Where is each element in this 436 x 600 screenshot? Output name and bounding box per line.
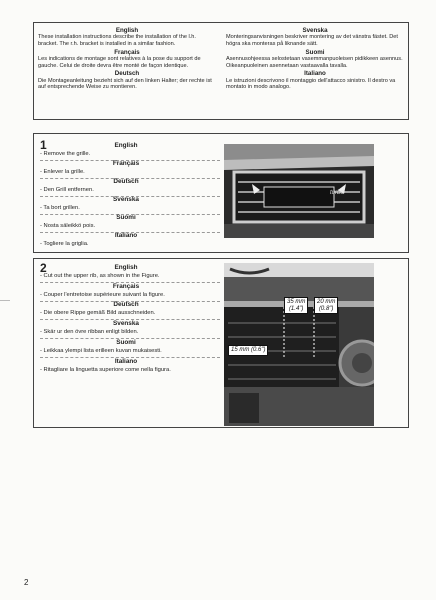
- lang-heading-svenska: Svenska: [113, 196, 139, 203]
- lang-heading-italiano: Italiano: [114, 232, 138, 239]
- callout-mm: 35 mm: [287, 299, 306, 305]
- francais-text: Les indications de montage sont relatives à la pose du support de gauche. Celui de droite devra être monté de façon identique.: [38, 56, 201, 69]
- intro-box: [33, 22, 409, 120]
- instruction-svenska: - Ta bort grillen.: [40, 205, 80, 211]
- callout-inch: (1.4"): [288, 305, 304, 312]
- instruction-svenska: - Skär ur den övre ribban enligt bilden.: [40, 329, 139, 335]
- grille-photo: [224, 144, 374, 238]
- lang-heading-deutsch: Deutsch: [113, 301, 139, 308]
- instruction-suomi: - Leikkaa ylempi lista erilleen kuvan mukaisesti.: [40, 348, 162, 354]
- step-number: 1: [40, 138, 47, 152]
- page-number: 2: [24, 578, 29, 587]
- lang-heading-deutsch: Deutsch: [113, 178, 139, 185]
- dimension-callout-15mm: [228, 345, 268, 356]
- instruction-deutsch: - Den Grill entfernen.: [40, 187, 94, 193]
- rib-photo: [224, 263, 374, 426]
- step-number: 2: [40, 261, 47, 275]
- lang-heading-svenska: Svenska: [113, 320, 139, 327]
- english-text: These installation instructions describe the installation of the l.h. bracket. The r.h. bracket is installed in a similar fashion.: [38, 34, 196, 47]
- callout-inch: (0.8"): [318, 305, 334, 312]
- lang-heading-italiano: Italiano: [114, 358, 138, 365]
- lang-heading-english: English: [114, 264, 138, 271]
- lang-heading-suomi: Suomi: [116, 339, 136, 346]
- svenska-heading: Svenska: [302, 27, 328, 34]
- instruction-english: - Cut out the upper rib, as shown in the Figure.: [40, 273, 160, 279]
- lang-heading-english: English: [114, 142, 138, 149]
- callout-mm: 15 mm (0.6"): [231, 347, 266, 353]
- lang-heading-francais: Français: [112, 160, 140, 167]
- dimension-callout-20mm: [314, 297, 338, 314]
- intro-right-column: [226, 27, 404, 92]
- callout-mm: 20 mm: [317, 299, 336, 305]
- fold-mark: [0, 300, 10, 301]
- lang-heading-francais: Français: [112, 283, 140, 290]
- instruction-suomi: - Nosta säleikkö pois.: [40, 223, 96, 229]
- suomi-heading: Suomi: [305, 48, 325, 56]
- italiano-heading: Italiano: [304, 70, 326, 78]
- svenska-text: Monteringsanvisningen beskriver montering av det vänstra fästet. Det högra ska monteras på liknande sätt.: [226, 34, 398, 47]
- italiano-text: Le istruzioni descrivono il montaggio dell'attacco sinistro. Il destro va montato in modo analogo.: [226, 77, 396, 91]
- step-1-box: [33, 133, 409, 253]
- instruction-english: - Remove the grille.: [40, 151, 91, 157]
- instruction-francais: - Couper l'entretoise supérieure suivant la figure.: [40, 292, 165, 298]
- instruction-italiano: - Ritagliare la linguetta superiore come nella figura.: [40, 367, 171, 373]
- grille-illustration: [224, 144, 374, 238]
- instruction-francais: - Enlever la grille.: [40, 169, 85, 175]
- intro-left-column: [38, 27, 216, 92]
- english-heading: English: [115, 27, 139, 34]
- deutsch-text: Die Montageanleitung bezieht sich auf den linken Halter; der rechte ist auf entsprechende Weise zu montieren.: [38, 77, 212, 91]
- lang-heading-suomi: Suomi: [116, 214, 136, 221]
- instruction-italiano: - Togliere la griglia.: [40, 241, 89, 247]
- turbo-badge: turbo: [330, 190, 344, 196]
- suomi-text: Asennusohjeessa selostetaan vasemmanpuoleisen pidikkeen asennus. Oikeanpuoleinen asennetaan vastaavalla tavalla.: [226, 56, 403, 69]
- deutsch-heading: Deutsch: [114, 70, 140, 78]
- instruction-deutsch: - Die obere Rippe gemäß Bild ausschneiden.: [40, 310, 156, 316]
- step-2-box: [33, 258, 409, 428]
- dimension-callout-35mm: [284, 297, 308, 314]
- francais-heading: Français: [114, 48, 140, 56]
